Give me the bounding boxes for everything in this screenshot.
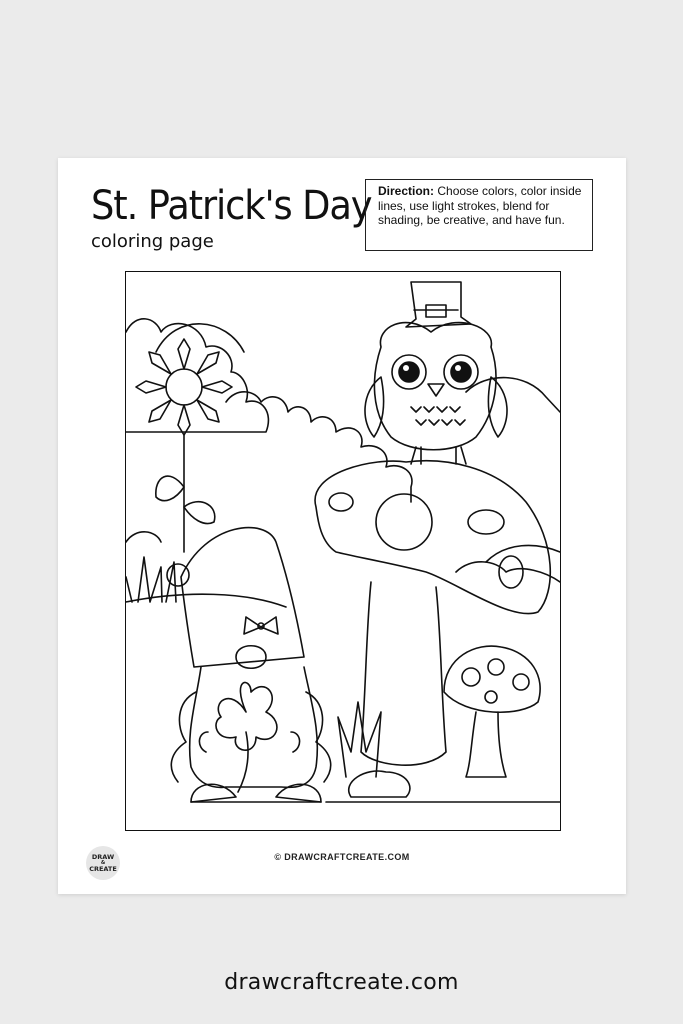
illustration-frame	[125, 271, 561, 831]
cloud-right-far	[466, 378, 560, 412]
coloring-sheet	[58, 158, 626, 894]
gnome-braid-right	[306, 692, 331, 782]
gnome-bow	[244, 617, 278, 634]
footer-website-url: drawcraftcreate.com	[224, 970, 459, 995]
bush-right	[456, 562, 560, 582]
page-title: St. Patrick's Day	[91, 183, 372, 229]
cloud-arc	[156, 324, 244, 352]
gnome-hat-pompom	[167, 564, 189, 586]
direction-text: Choose colors, color inside lines, use light strokes, blend for shading, be creative, and have fun.	[378, 184, 582, 227]
gnome	[167, 528, 331, 802]
page-subtitle: coloring page	[91, 231, 214, 252]
shamrock	[216, 682, 277, 792]
bush-left	[126, 532, 161, 542]
mushroom-stem	[361, 582, 446, 765]
owl-chest-hearts	[411, 407, 465, 425]
mushroom	[315, 461, 550, 765]
coloring-illustration	[126, 272, 560, 829]
owl-body	[374, 323, 496, 450]
rock	[349, 771, 410, 797]
logo-line-3: CREATE	[89, 864, 117, 873]
sunflower	[136, 339, 232, 552]
gnome-nose	[236, 646, 266, 669]
gnome-beard	[190, 667, 318, 787]
mushroom-cap	[315, 461, 550, 614]
owl	[365, 282, 507, 464]
logo-line-2: &	[100, 859, 106, 866]
direction-label: Direction:	[378, 184, 435, 198]
owl-beak	[428, 384, 444, 396]
small-mushroom	[444, 646, 540, 777]
logo-line-1: DRAW	[91, 852, 115, 861]
direction-box	[365, 179, 593, 251]
grass-right	[338, 702, 381, 777]
copyright-text: © DRAWCRAFTCREATE.COM	[274, 852, 410, 862]
